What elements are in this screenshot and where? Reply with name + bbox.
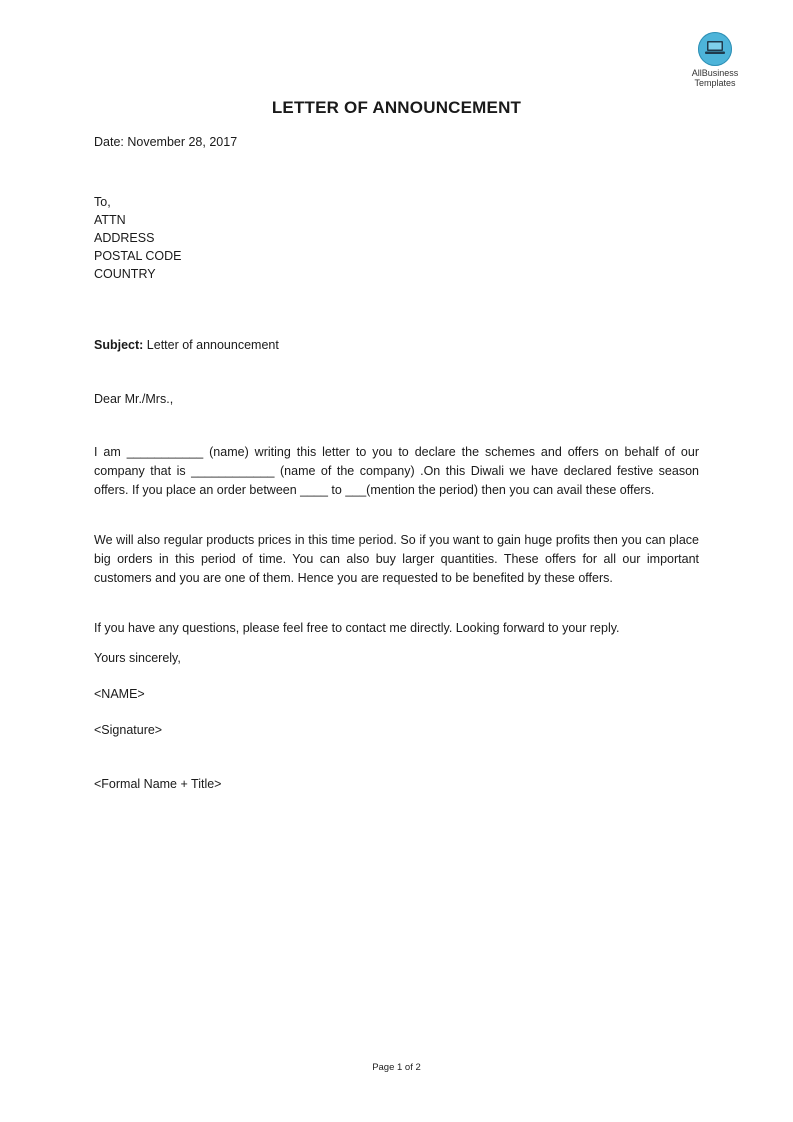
recipient-postal-code: POSTAL CODE <box>94 249 182 263</box>
page-title: LETTER OF ANNOUNCEMENT <box>271 98 522 117</box>
recipient-to: To, <box>94 195 111 209</box>
name-placeholder: <NAME> <box>94 687 145 701</box>
logo-line-1: AllBusiness <box>691 68 739 78</box>
signature-placeholder: <Signature> <box>94 723 163 737</box>
recipient-country: COUNTRY <box>94 267 156 281</box>
subject-label: Subject: <box>94 338 144 352</box>
salutation: Dear Mr./Mrs., <box>94 392 174 406</box>
letter-date: Date: November 28, 2017 <box>94 135 238 149</box>
body-paragraph-2: We will also regular products prices in this time period. So if you want to gain huge profits then you can place big orders in this period of time. You can also buy larger quantities. These offers for all our important customers and you are one of them. Hence you are requested to be benefited by these offers. <box>94 533 699 585</box>
logo <box>680 32 750 88</box>
recipient-attn: ATTN <box>94 213 126 227</box>
recipient-address: ADDRESS <box>94 231 155 245</box>
body-paragraph-1: I am ___________ (name) writing this letter to you to declare the schemes and offers on behalf of our company that is ____________ (name of the company) .On this Diwali we have declared festive season offers. If you place an order between ____ to ___(mention the period) then you can avail these offers. <box>94 445 699 497</box>
logo-line-2: Templates <box>694 78 736 88</box>
logo-text <box>680 68 750 88</box>
subject-text: Letter of announcement <box>143 338 279 352</box>
laptop-icon <box>698 32 732 66</box>
body-paragraph-3: If you have any questions, please feel free to contact me directly. Looking forward to your reply. <box>94 621 620 635</box>
closing: Yours sincerely, <box>94 651 181 665</box>
subject-line <box>94 336 279 354</box>
formal-name-placeholder: <Formal Name + Title> <box>94 777 222 791</box>
page-number: Page 1 of 2 <box>372 1062 421 1073</box>
